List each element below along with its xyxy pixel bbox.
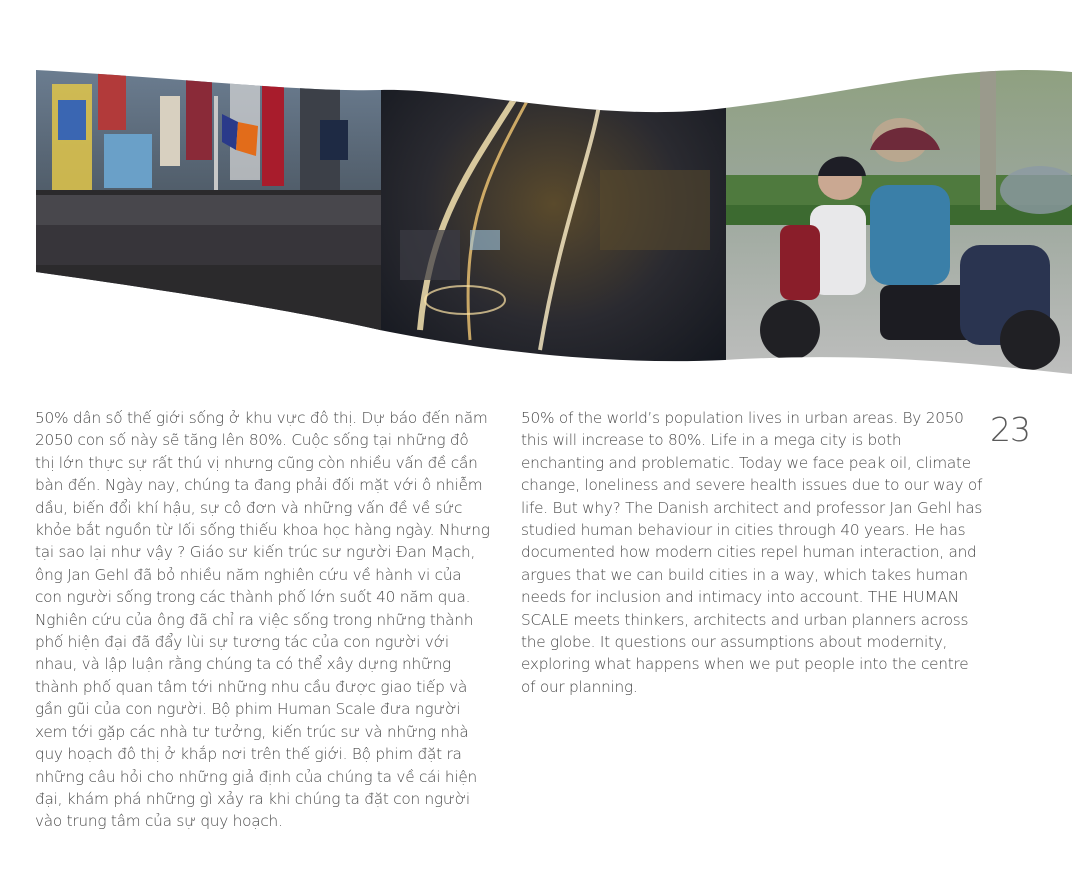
page-number: 23 [990, 410, 1030, 449]
vietnamese-paragraph: 50% dân số thế giới sống ở khu vực đô thị. Dự báo đến năm 2050 con số này sẽ tăng lên 80%. Cuộc sống tại những đô thị lớn thực sự rất thú vị nhưng cũng còn nhiều vấn đề cần bàn đến. Ngày nay, chúng ta đang phải đối mặt với ô nhiễm dầu, biến đổi khí hậu, sự cô đơn và những vấn đề về sức khỏe bắt nguồn từ lối sống thiếu khoa học hàng ngày. Nhưng tại sao lại như vậy ? Giáo sư kiến trúc sư người Đan Mạch, ông Jan Gehl đã bỏ nhiều năm nghiên cứu về hành vi của con người sống trong các thành phố lớn suốt 40 năm qua. Nghiên cứu của ông đã chỉ ra việc sống trong những thành phố hiện đại đã đẩy lùi sự tương tác của con người với nhau, và lập luận rằng chúng ta có thể xây dựng những thành phố quan tâm tới những nhu cầu được giao tiếp và gần gũi của con người. Bộ phim Human Scale đưa người xem tới gặp các nhà tư tưởng, kiến trúc sư và những nhà quy hoạch đô thị ở khắp nơi trên thế giới. Bộ phim đặt ra những câu hỏi cho những giả định của chúng ta về cái hiện đại, khám phá những gì xảy ra khi chúng ta đặt con người vào trung tâm của sự quy hoạch. [35, 409, 490, 831]
english-paragraph: 50% of the world’s population lives in urban areas. By 2050 this will increase to 80%. Life in a mega city is both enchanting and problematic. Today we face peak oil, climate change, loneliness and severe health issues due to our way of life. But why? The Danish architect and professor Jan Gehl has studied human behaviour in cities through 40 years. He has documented how modern cities repel human interaction, and argues that we can build cities in a way, which takes human needs for inclusion and intimacy into account. THE HUMAN SCALE meets thinkers, architects and urban planners across the globe. It questions our assumptions about modernity, exploring what happens when we put people into the centre of our planning. [521, 409, 983, 696]
photo-motorbike [726, 60, 1072, 380]
photo-strip [0, 0, 1072, 400]
vietnamese-text-column [35, 407, 491, 833]
english-text-column [521, 407, 983, 698]
photo-night-traffic [381, 60, 726, 380]
photo-times-square [36, 60, 381, 380]
